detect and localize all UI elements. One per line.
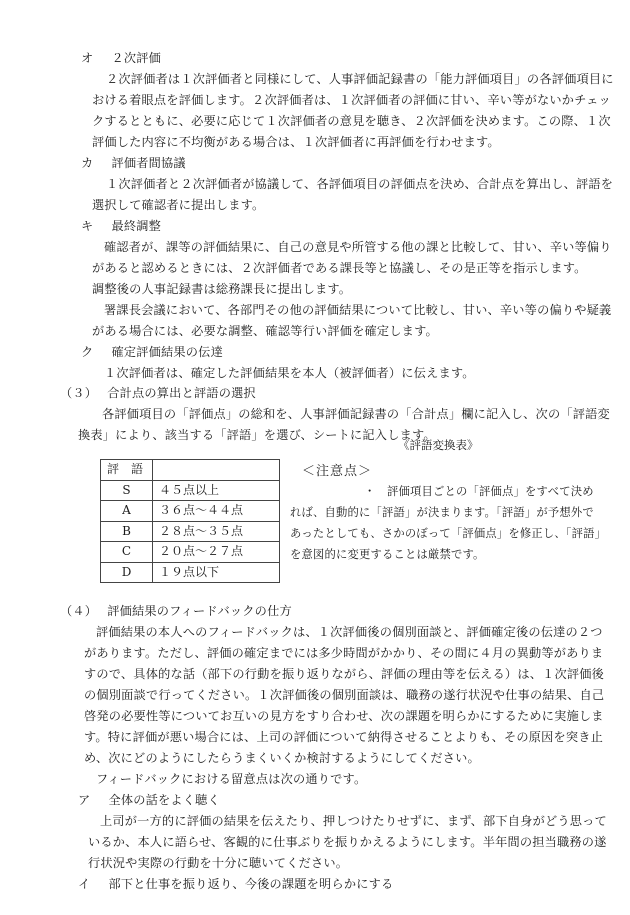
paragraph-line: 行状況や実際の行動を十分に聴いてください。: [88, 856, 349, 870]
heading-ka: [81, 155, 186, 171]
table-row: [101, 562, 280, 583]
paragraph-line: 評価結果の本人へのフィードバックは、１次評価後の個別面談と、評価確定後の伝達の２つ: [96, 625, 603, 639]
heading-title: ２次評価: [111, 51, 162, 65]
section-heading-3: [60, 385, 256, 401]
grade-cell: S: [101, 480, 153, 501]
section-number: （４）: [60, 604, 98, 618]
table-header-row: [101, 460, 280, 481]
heading-marker: キ: [81, 219, 94, 233]
paragraph-line: すので、具体的な話（部下の行動を振り返りながら、評価の理由等を伝える）は、１次評価後: [84, 667, 605, 681]
paragraph-line: め、次にどのようにしたらうまくいくか検討するようにしてください。: [84, 751, 480, 765]
heading-title: 最終調整: [111, 219, 162, 233]
score-range-cell: ２０点～２７点: [153, 542, 280, 563]
heading-i: [78, 876, 393, 892]
paragraph-line: クするとともに、必要に応じて１次評価者の意見を聴き、２次評価を決めます。この際、１次: [92, 114, 611, 128]
score-range-cell: ４５点以上: [153, 480, 280, 501]
paragraph-line: 上司が一方的に評価の結果を伝えたり、押しつけたりせずに、まず、部下自身がどう思って: [100, 814, 607, 828]
note-line: ・ 評価項目ごとの「評価点」をすべて決め: [364, 485, 594, 498]
note-title: ＜注意点＞: [302, 464, 373, 479]
heading-title: 部下と仕事を振り返り、今後の課題を明らかにする: [108, 877, 394, 891]
paragraph-line: 署課長会議において、各部門その他の評価結果について比較し、甘い、辛い等の偏りや疑義: [104, 303, 612, 317]
paragraph-line: 各評価項目の「評価点」の総和を、人事評価記録書の「合計点」欄に記入し、次の「評語変: [102, 407, 610, 421]
heading-marker: ク: [81, 345, 94, 359]
paragraph-line: 確認者が、課等の評価結果に、自己の意見や所管する他の課と比較して、甘い、辛い等偏り: [104, 240, 612, 254]
paragraph-line: 選択して確認者に提出します。: [92, 198, 265, 212]
grade-cell: D: [101, 562, 153, 583]
paragraph-line: 換表」により、該当する「評語」を選び、シートに記入します。: [78, 428, 436, 442]
heading-title: 評価者間協議: [111, 156, 186, 170]
heading-marker: オ: [81, 51, 94, 65]
paragraph-line: があります。ただし、評価の確定までには多少時間がかかり、その間に４月の異動等がありま: [84, 646, 604, 660]
heading-ku: [81, 344, 223, 360]
heading-ki: [81, 218, 161, 234]
score-range-cell: ２８点～３５点: [153, 521, 280, 542]
grade-conversion-table: [100, 459, 280, 583]
paragraph-line: の個別面談で行ってください。１次評価後の個別面談は、職務の遂行状況や仕事の結果、自己: [84, 688, 605, 702]
score-range-cell: １９点以下: [153, 562, 280, 583]
note-line: あったとしても、さかのぼって「評価点」を修正し、「評語」: [290, 527, 607, 540]
paragraph-line: 啓発の必要性等についてお互いの見方をすり合わせ、次の課題を明らかにするために実施しま: [84, 709, 604, 723]
paragraph-line: があると認めるときには、２次評価者である課長等と協議し、その是正等を指示します。: [92, 261, 587, 275]
paragraph-line: １次評価者は、確定した評価結果を本人（被評価者）に伝えます。: [104, 366, 475, 380]
table-header-cell: 評 語: [101, 460, 153, 481]
section-title: 合計点の算出と評語の選択: [107, 386, 256, 400]
section-number: （３）: [60, 386, 98, 400]
paragraph-line: 調整後の人事記録書は総務課長に提出します。: [92, 282, 352, 296]
table-row: [101, 542, 280, 563]
heading-title: 全体の話をよく聴く: [108, 793, 220, 807]
grade-cell: B: [101, 521, 153, 542]
heading-a: [78, 792, 220, 808]
table-caption: 《評語変換表》: [398, 438, 479, 452]
table-row: [101, 480, 280, 501]
section-title: 評価結果のフィードバックの仕方: [107, 604, 292, 618]
section-heading-4: [60, 603, 292, 619]
heading-marker: カ: [81, 156, 94, 170]
paragraph-line: 評価した内容に不均衡がある場合は、１次評価者に再評価を行わせます。: [92, 135, 500, 149]
paragraph-line: がある場合には、必要な調整、確認等行い評価を確定します。: [92, 324, 438, 338]
heading-marker: ア: [78, 793, 91, 807]
paragraph-line: おける着眼点を評価します。２次評価者は、１次評価者の評価に甘い、辛い等がないかチェッ: [92, 93, 611, 107]
note-line: れば、自動的に「評語」が決まります。「評語」が予想外で: [290, 506, 594, 519]
note-line: を意図的に変更することは厳禁です。: [290, 548, 485, 561]
paragraph-line: １次評価者と２次評価者が協議して、各評価項目の評価点を決め、合計点を算出し、評語を: [106, 177, 614, 191]
paragraph-line: いるか、本人に語らせ、客観的に仕事ぶりを振りかえるようにします。半年間の担当職務の遂: [88, 835, 607, 849]
table-header-cell: [153, 460, 280, 481]
paragraph-line: フィードバックにおける留意点は次の通りです。: [96, 772, 367, 786]
paragraph-line: ２次評価者は１次評価者と同様にして、人事評価記録書の「能力評価項目」の各評価項目に: [106, 72, 614, 86]
grade-cell: C: [101, 542, 153, 563]
grade-cell: A: [101, 501, 153, 522]
heading-title: 確定評価結果の伝達: [111, 345, 223, 359]
table-row: [101, 501, 280, 522]
heading-marker: イ: [78, 877, 91, 891]
table-row: [101, 521, 280, 542]
score-range-cell: ３６点～４４点: [153, 501, 280, 522]
paragraph-line: す。特に評価が悪い場合には、上司の評価について納得させることよりも、その原因を突き止: [84, 730, 604, 744]
heading-o: [81, 50, 161, 66]
